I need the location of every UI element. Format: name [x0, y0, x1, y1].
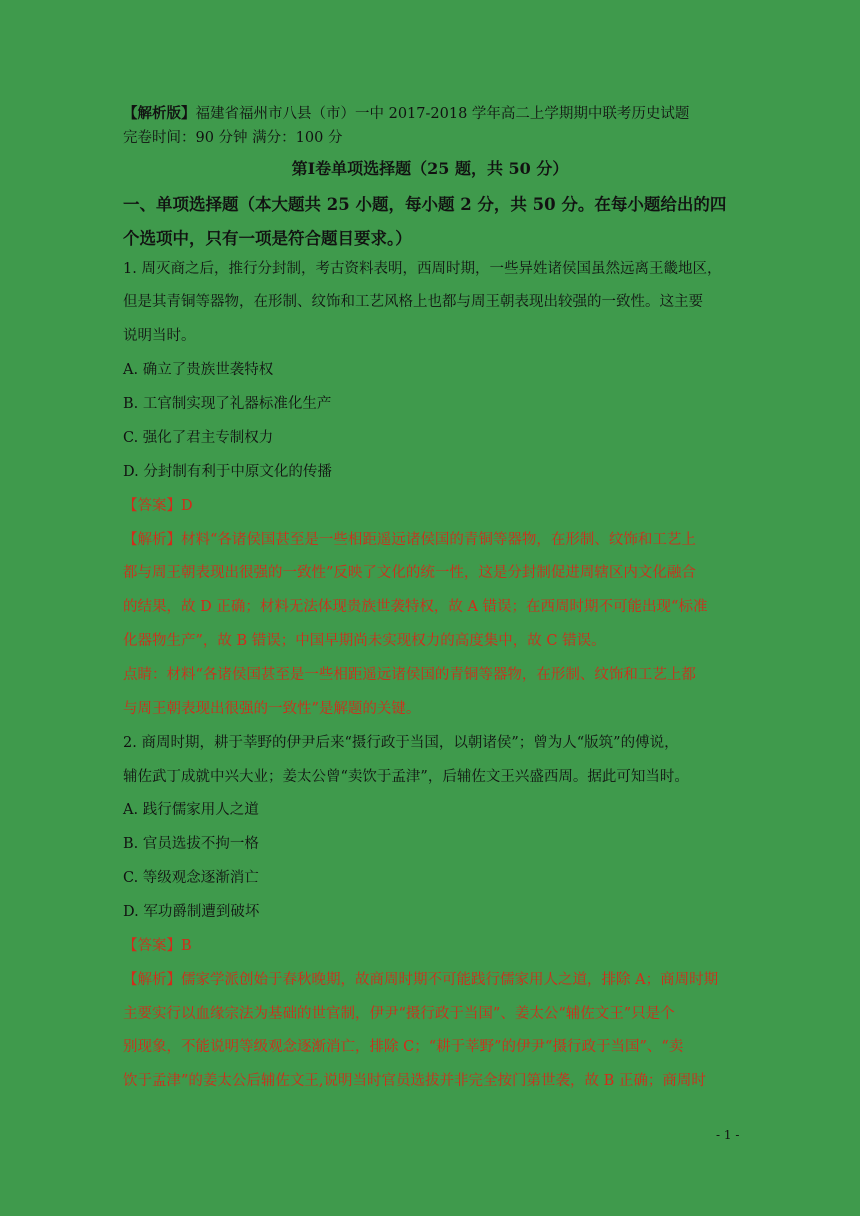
question-1-answer: 【答案】D — [123, 498, 193, 514]
question-2-stem-line-2: 辅佐武丁成就中兴大业；姜太公曾“卖饮于孟津”，后辅佐文王兴盛西周。据此可知当时。 — [123, 769, 689, 785]
section-heading-line-2: 个选项中，只有一项是符合题目要求。） — [123, 229, 412, 248]
question-2-analysis-line-2: 主要实行以血缘宗法为基础的世官制，伊尹“摄行政于当国”、姜太公“辅佐文王”只是个 — [123, 1006, 675, 1022]
question-2-analysis-line-1: 【解析】儒家学派创始于春秋晚期，故商周时期不可能践行儒家用人之道，排除 A；商周时期 — [123, 972, 719, 988]
question-1-option-a: A. 确立了贵族世袭特权 — [123, 362, 274, 378]
question-1-analysis-line-3: 的结果，故 D 正确；材料无法体现贵族世袭特权，故 A 错误；在西周时期不可能出现“标准 — [123, 599, 708, 615]
question-1-analysis-line-4: 化器物生产”，故 B 错误；中国早期尚未实现权力的高度集中，故 C 错误。 — [123, 633, 606, 649]
question-2-analysis-line-3: 别现象，不能说明等级观念逐渐消亡，排除 C；“耕于莘野”的伊尹“摄行政于当国”、“卖 — [123, 1039, 684, 1055]
question-1-note-line-2: 与周王朝表现出很强的一致性”是解题的关键。 — [123, 701, 421, 717]
question-1-option-d: D. 分封制有利于中原文化的传播 — [123, 464, 332, 480]
question-2-option-b: B. 官员选拔不拘一格 — [123, 836, 259, 852]
question-2-option-a: A. 践行儒家用人之道 — [123, 802, 259, 818]
section-heading-line-1: 一、单项选择题（本大题共 25 小题，每小题 2 分，共 50 分。在每小题给出的四 — [123, 195, 727, 214]
page-number: - 1 - — [716, 1128, 740, 1142]
question-2-stem-line-1: 2. 商周时期，耕于莘野的伊尹后来“摄行政于当国，以朝诸侯”；曾为人“版筑”的傅说， — [123, 735, 679, 751]
title-tag: 【解析版】 — [123, 105, 196, 122]
part-title: 第Ⅰ卷单项选择题（25 题，共 50 分） — [291, 159, 569, 178]
question-1-analysis-line-2: 都与周王朝表现出很强的一致性”反映了文化的统一性，这是分封制促进周辖区内文化融合 — [123, 565, 696, 581]
question-1-option-b: B. 工官制实现了礼器标准化生产 — [123, 396, 332, 412]
question-1-option-c: C. 强化了君主专制权力 — [123, 430, 274, 446]
question-2-answer: 【答案】B — [123, 938, 192, 954]
document-title — [123, 104, 689, 124]
question-2-option-d: D. 军功爵制遭到破坏 — [123, 904, 260, 920]
question-1-stem-line-3: 说明当时。 — [123, 328, 196, 344]
question-2-analysis-line-4: 饮于孟津”的姜太公后辅佐文王,说明当时官员选拔并非完全按门第世袭，故 B 正确；商周时 — [123, 1073, 706, 1089]
question-1-stem-line-2: 但是其青铜等器物，在形制、纹饰和工艺风格上也都与周王朝表现出较强的一致性。这主要 — [123, 294, 703, 310]
question-1-note-line-1: 点睛：材料“各诸侯国甚至是一些相距遥远诸侯国的青铜等器物，在形制、纹饰和工艺上都 — [123, 667, 696, 683]
question-1-analysis-line-1: 【解析】材料“各诸侯国甚至是一些相距遥远诸侯国的青铜等器物，在形制、纹饰和工艺上 — [123, 532, 696, 548]
exam-info: 完卷时间：90 分钟 满分：100 分 — [123, 130, 343, 146]
title-text: 福建省福州市八县（市）一中 2017-2018 学年高二上学期期中联考历史试题 — [195, 106, 690, 122]
question-1-stem-line-1: 1. 周灭商之后，推行分封制，考古资料表明，西周时期，一些异姓诸侯国虽然远离王畿地区， — [123, 261, 722, 277]
question-2-option-c: C. 等级观念逐渐消亡 — [123, 870, 259, 886]
